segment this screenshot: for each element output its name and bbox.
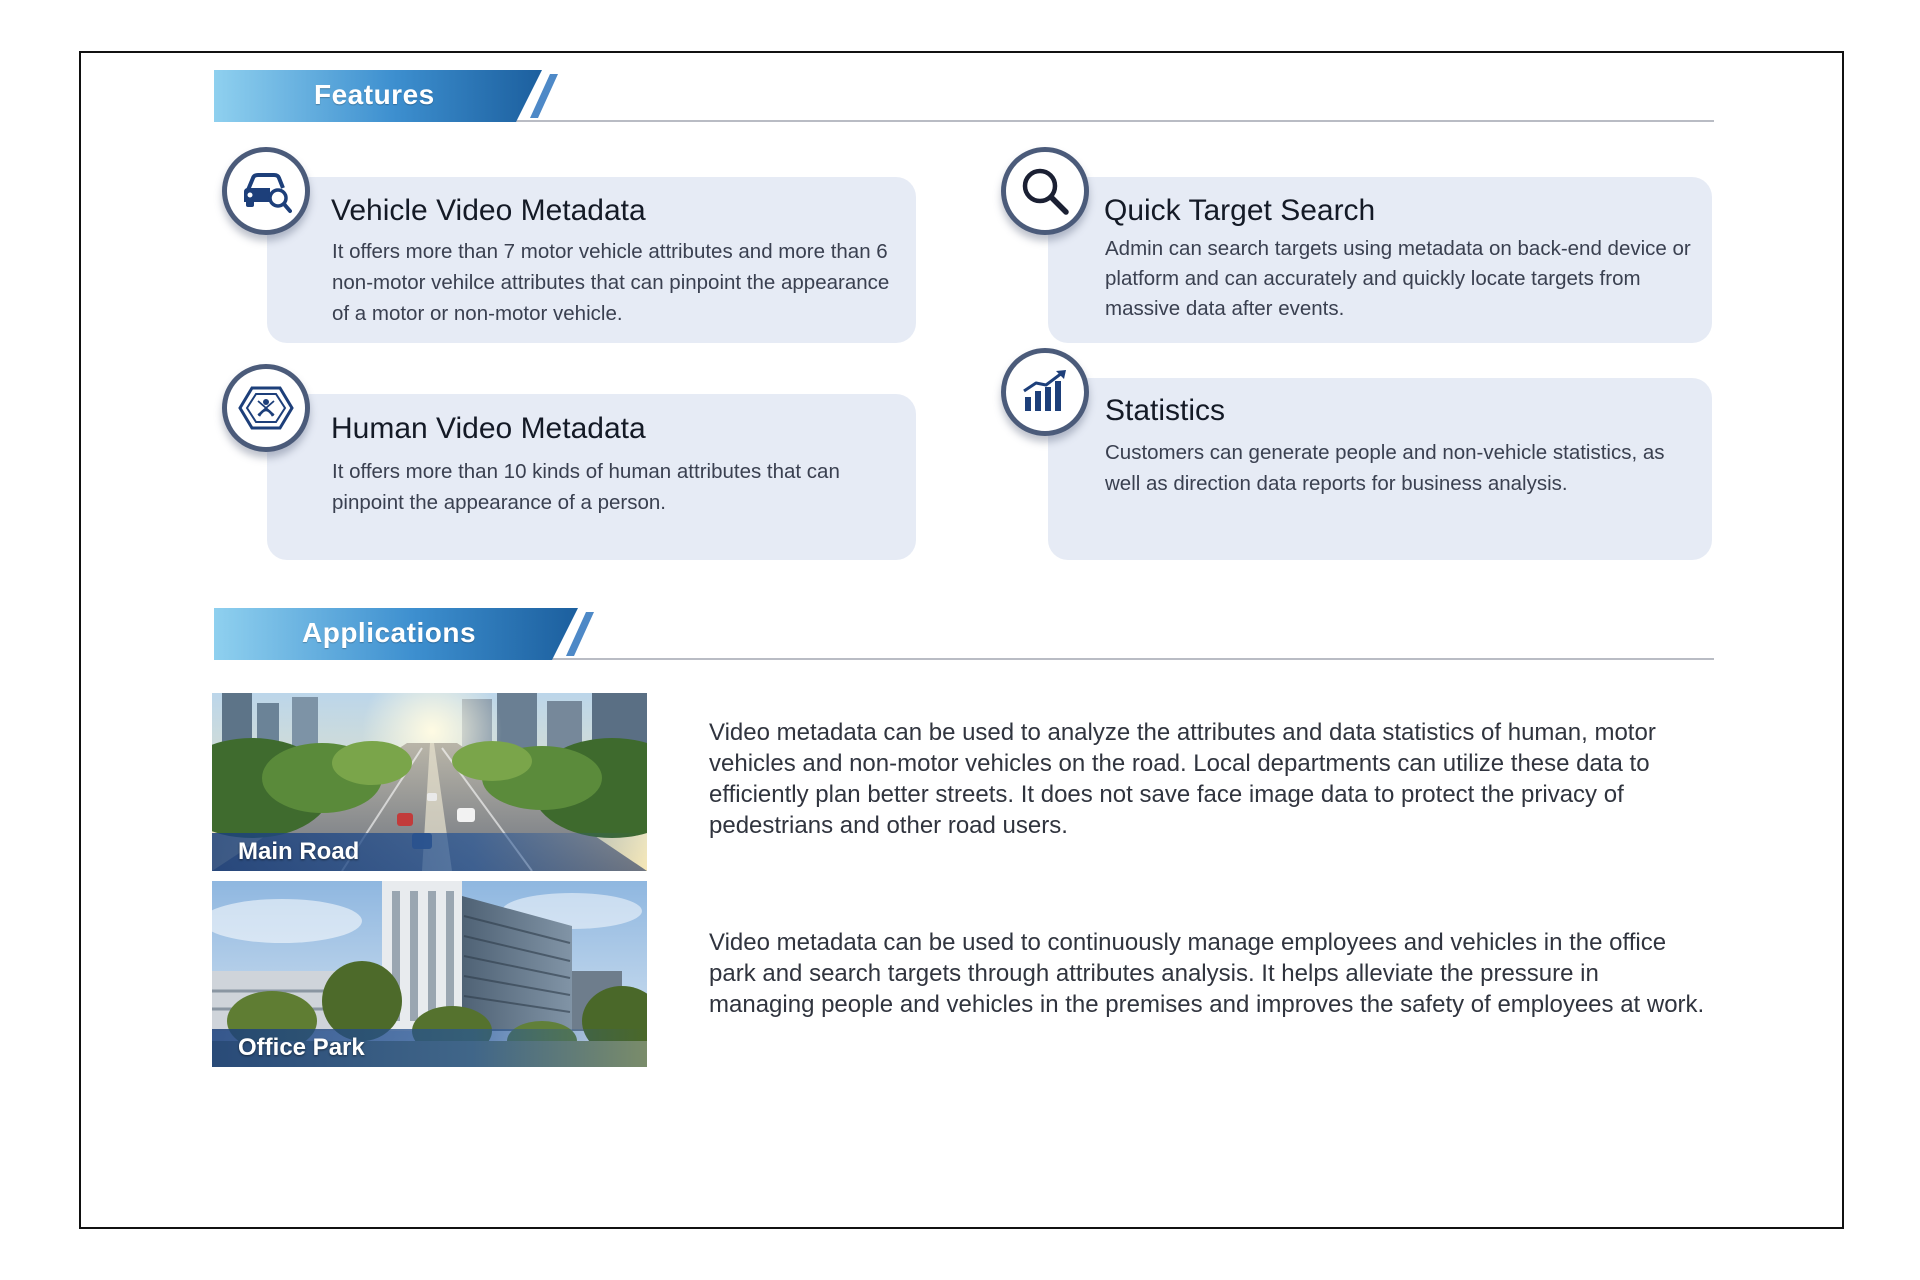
- applications-section-header: [214, 608, 1714, 660]
- feature-title: Human Video Metadata: [331, 412, 646, 445]
- bar-chart-trend-icon: [1001, 348, 1089, 436]
- office-park-photo: [212, 881, 647, 1067]
- feature-description: Admin can search targets using metadata on back-end device or platform and can accurately and quickly locate targets from massive data after events.: [1105, 237, 1691, 320]
- features-section-header: [214, 70, 1714, 122]
- feature-card-quick-search: [1048, 177, 1712, 343]
- document-frame: [79, 51, 1844, 1229]
- main-road-description: Video metadata can be used to analyze the attributes and data statistics of human, motor vehicles and non-motor vehicles on the road. Local departments can utilize these data to efficiently plan better streets. It does not save face image data to protect the privacy of pedestrians and other road users.: [709, 719, 1656, 839]
- feature-card-human-metadata: [267, 394, 916, 560]
- magnifier-icon: [1001, 147, 1089, 235]
- human-scan-icon: [222, 364, 310, 452]
- main-road-photo: [212, 693, 647, 871]
- feature-title: Quick Target Search: [1104, 194, 1376, 227]
- office-park-label: Office Park: [212, 1029, 647, 1067]
- feature-description: Customers can generate people and non-vehicle statistics, as well as direction data reports for business analysis.: [1105, 441, 1665, 495]
- feature-description: It offers more than 7 motor vehicle attributes and more than 6 non-motor vehilce attributes that can pinpoint the appearance of a motor or non-motor vehicle.: [332, 240, 890, 325]
- feature-card-statistics: [1048, 378, 1712, 560]
- feature-title: Vehicle Video Metadata: [331, 194, 646, 227]
- applications-heading: Applications: [302, 617, 477, 648]
- features-heading: Features: [314, 79, 435, 110]
- car-search-icon: [222, 147, 310, 235]
- feature-title: Statistics: [1105, 394, 1226, 427]
- feature-card-vehicle-metadata: [267, 177, 916, 343]
- main-road-label: Main Road: [212, 833, 647, 871]
- office-park-description: Video metadata can be used to continuously manage employees and vehicles in the office park and search targets through attributes analysis. It helps alleviate the pressure in managing people and vehicles in the premises and improves the safety of employees at work.: [709, 929, 1705, 1018]
- feature-description: It offers more than 10 kinds of human attributes that can pinpoint the appearance of a person.: [332, 460, 840, 514]
